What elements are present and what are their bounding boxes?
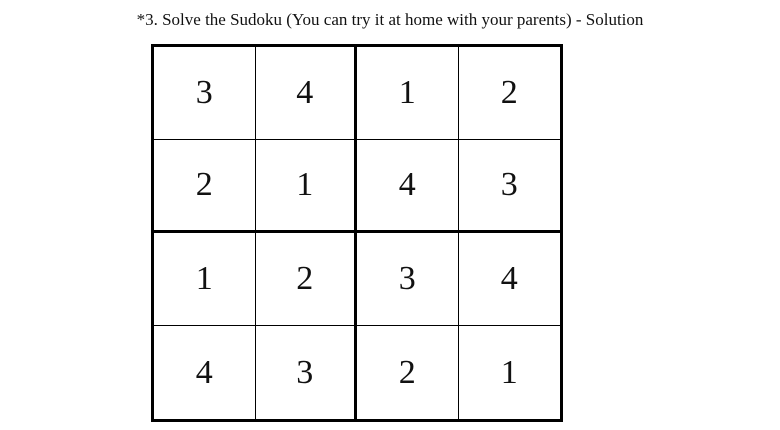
sudoku-cell: 3	[154, 47, 256, 140]
sudoku-grid	[151, 44, 563, 422]
sudoku-cell: 4	[256, 47, 358, 140]
sudoku-cell: 2	[459, 47, 561, 140]
sudoku-cell: 3	[256, 326, 358, 419]
sudoku-cell: 1	[357, 47, 459, 140]
sudoku-cell: 2	[154, 140, 256, 233]
sudoku-cell: 2	[256, 233, 358, 326]
sudoku-cell: 3	[459, 140, 561, 233]
sudoku-cell: 4	[357, 140, 459, 233]
sudoku-cell: 2	[357, 326, 459, 419]
sudoku-cell: 4	[154, 326, 256, 419]
sudoku-cell: 1	[256, 140, 358, 233]
sudoku-cell: 3	[357, 233, 459, 326]
sudoku-cell: 1	[154, 233, 256, 326]
page-title: *3. Solve the Sudoku (You can try it at home with your parents) - Solution	[136, 10, 644, 29]
sudoku-cell: 1	[500, 353, 518, 391]
sudoku-cell: 4	[459, 233, 561, 326]
